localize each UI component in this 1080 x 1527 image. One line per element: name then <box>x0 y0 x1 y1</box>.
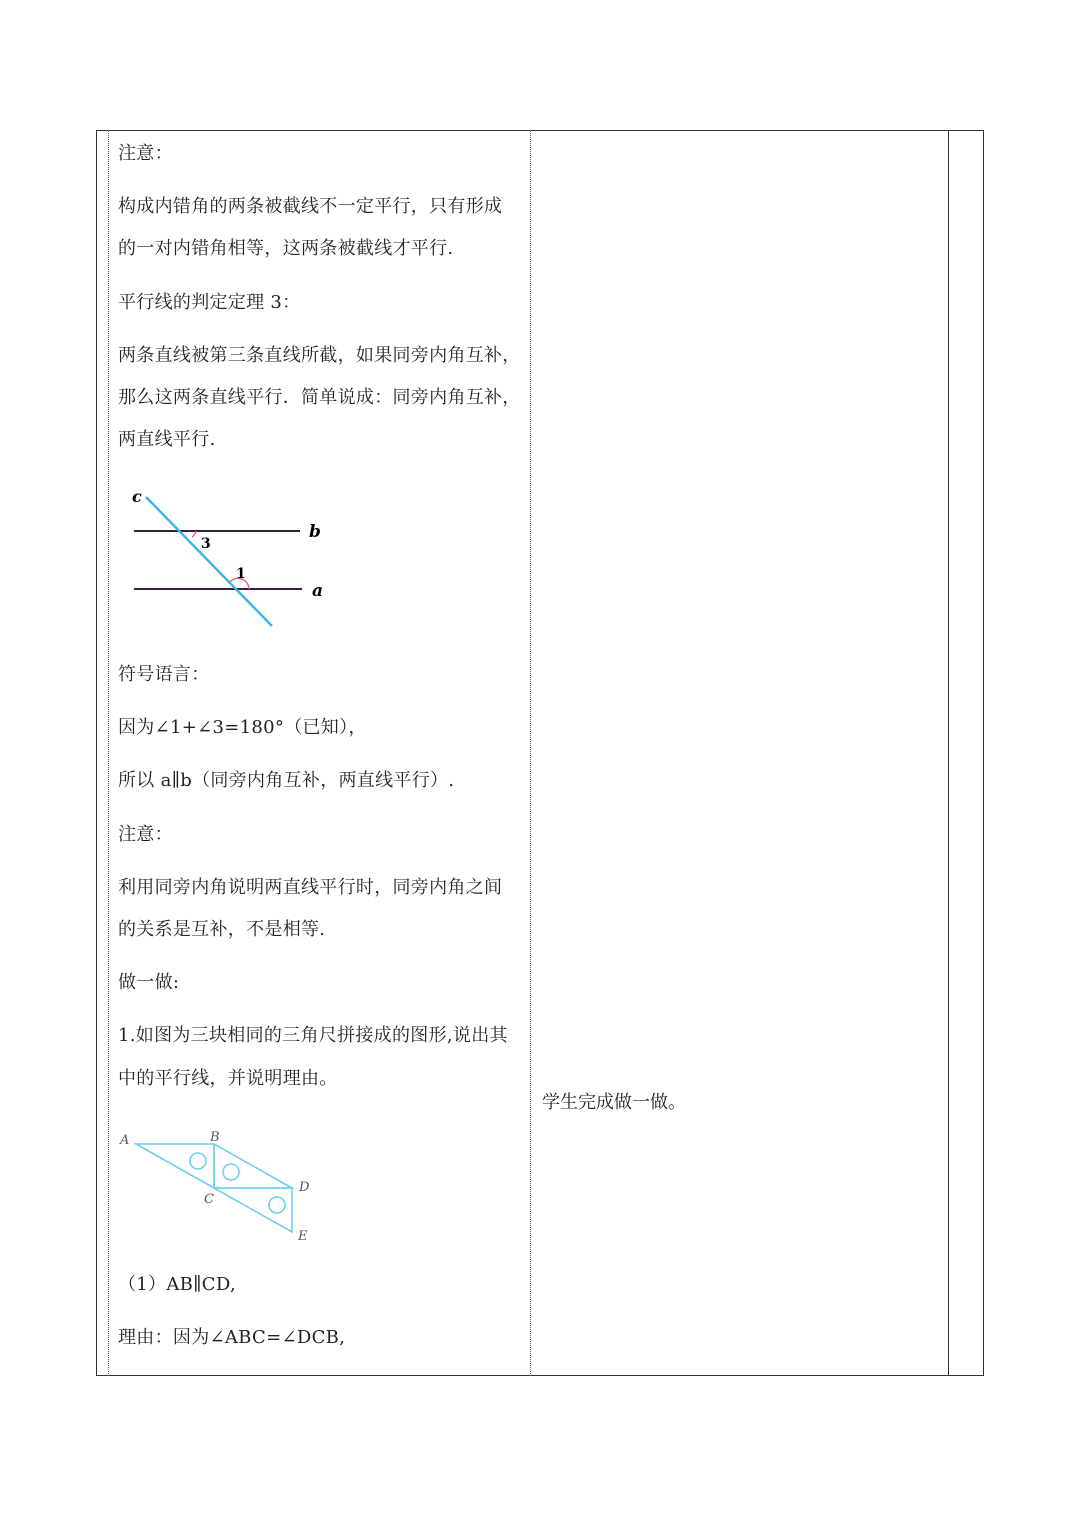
exercise-label: 做一做: <box>118 972 180 993</box>
angle-1-label: 1 <box>236 566 246 582</box>
triangle-hole <box>190 1153 206 1169</box>
vertex-E: E <box>298 1229 308 1244</box>
column-divider <box>108 130 109 1376</box>
triangle-hole <box>223 1164 239 1180</box>
label-c: c <box>132 487 142 506</box>
symbol-statement: 因为∠1+∠3=180°（已知）， <box>118 717 367 738</box>
answer-line: （1）AB∥CD, <box>118 1274 236 1295</box>
symbol-language-label: 符号语言： <box>118 664 210 685</box>
reason-line: 理由：因为∠ABC=∠DCB, <box>118 1327 346 1348</box>
note-text: 的一对内错角相等，这两条被截线才平行. <box>118 238 454 259</box>
theorem-text: 那么这两条直线平行．简单说成：同旁内角互补， <box>118 387 521 408</box>
vertex-A: A <box>120 1133 130 1148</box>
transversal-c <box>146 497 272 626</box>
note-text: 的关系是互补，不是相等. <box>118 919 326 940</box>
triangle-hole <box>269 1197 285 1213</box>
theorem-label: 平行线的判定定理 3： <box>118 292 301 313</box>
label-a: a <box>312 581 324 601</box>
triangle-3 <box>214 1188 292 1232</box>
angle-3-label: 3 <box>201 536 211 552</box>
triangle-1 <box>136 1144 214 1188</box>
label-b: b <box>309 522 321 542</box>
column-divider <box>530 130 531 1376</box>
vertex-C: C <box>204 1192 214 1207</box>
theorem-text: 两条直线被第三条直线所截，如果同旁内角互补， <box>118 345 521 366</box>
note-text: 构成内错角的两条被截线不一定平行，只有形成 <box>118 196 503 217</box>
triangle-rulers-figure <box>114 1124 324 1248</box>
parallel-lines-figure <box>118 484 338 632</box>
symbol-conclusion: 所以 a∥b（同旁内角互补，两直线平行）. <box>118 770 455 791</box>
exercise-question: 1.如图为三块相同的三角尺拼接成的图形,说出其 <box>118 1025 508 1046</box>
vertex-D: D <box>299 1180 310 1195</box>
note-text: 利用同旁内角说明两直线平行时，同旁内角之间 <box>118 877 503 898</box>
theorem-text: 两直线平行. <box>118 429 216 450</box>
student-activity-text: 学生完成做一做。 <box>542 1092 686 1113</box>
vertex-B: B <box>210 1130 220 1145</box>
column-divider <box>948 130 949 1376</box>
note-label: 注意： <box>118 143 173 164</box>
exercise-question: 中的平行线，并说明理由。 <box>118 1068 338 1089</box>
note-label: 注意： <box>118 824 173 845</box>
